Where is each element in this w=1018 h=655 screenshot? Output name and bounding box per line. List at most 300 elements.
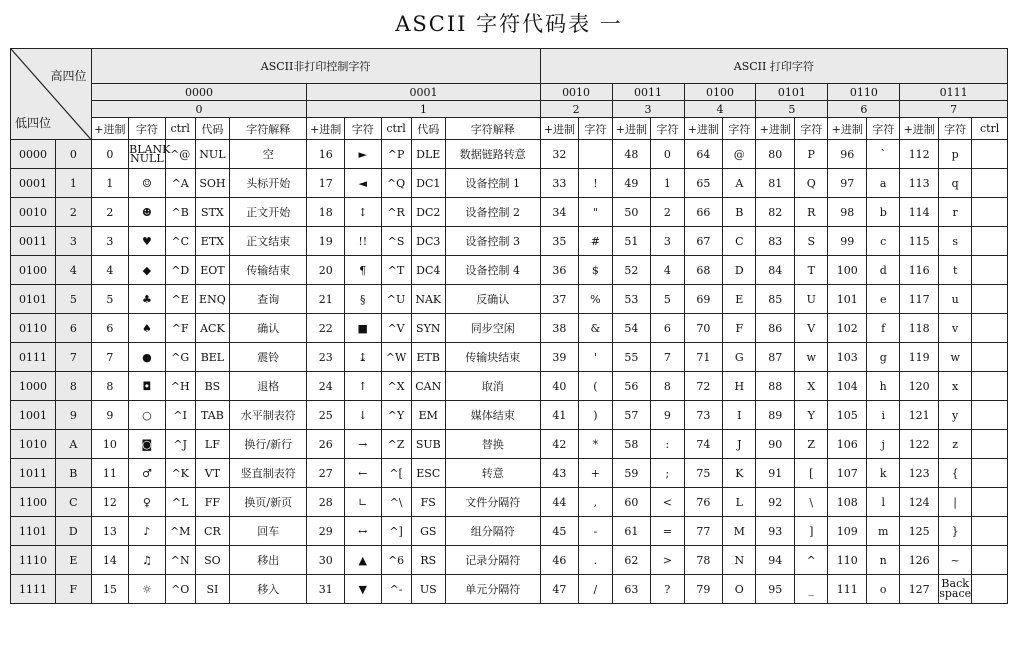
ctrl-cell: ^E: [165, 285, 195, 314]
description-cell: 换页/新页: [230, 488, 307, 517]
decimal-cell: 72: [684, 372, 723, 401]
decimal-cell: 71: [684, 343, 723, 372]
character-cell: c: [867, 227, 900, 256]
decimal-cell: 55: [612, 343, 651, 372]
description-cell: 设备控制 2: [445, 198, 540, 227]
description-cell: 设备控制 3: [445, 227, 540, 256]
character-cell: 3: [651, 227, 684, 256]
low-bits-hex: B: [56, 459, 91, 488]
ctrl-cell: [972, 169, 1008, 198]
code-cell: NUL: [195, 140, 229, 169]
high-bits-hex: 2: [540, 101, 612, 118]
low-bits-binary: 0011: [11, 227, 56, 256]
description-cell: 媒体结束: [445, 401, 540, 430]
description-cell: 正文开始: [230, 198, 307, 227]
symbol-cell: ♣: [129, 285, 166, 314]
code-cell: TAB: [195, 401, 229, 430]
description-cell: 退格: [230, 372, 307, 401]
character-cell: C: [723, 227, 756, 256]
ctrl-cell: ^H: [165, 372, 195, 401]
decimal-cell: 69: [684, 285, 723, 314]
decimal-cell: 117: [900, 285, 939, 314]
decimal-cell: 70: [684, 314, 723, 343]
high-bits-hex: 6: [828, 101, 900, 118]
low-bits-hex: D: [56, 517, 91, 546]
decimal-cell: 37: [540, 285, 579, 314]
character-cell: >: [651, 546, 684, 575]
decimal-cell: 73: [684, 401, 723, 430]
decimal-cell: 80: [756, 140, 795, 169]
description-cell: 换行/新行: [230, 430, 307, 459]
character-cell: v: [939, 314, 972, 343]
ctrl-cell: ^X: [381, 372, 411, 401]
low-bits-hex: 9: [56, 401, 91, 430]
decimal-cell: 99: [828, 227, 867, 256]
character-cell: ,: [579, 488, 612, 517]
decimal-cell: 21: [307, 285, 345, 314]
high-bits-binary: 0011: [612, 84, 684, 101]
decimal-cell: 33: [540, 169, 579, 198]
symbol-cell: ◘: [129, 372, 166, 401]
low-bits-binary: 0010: [11, 198, 56, 227]
table-row: [11, 314, 1008, 343]
ctrl-cell: ^P: [381, 140, 411, 169]
ctrl-cell: [972, 198, 1008, 227]
code-cell: LF: [195, 430, 229, 459]
low-bits-hex: 1: [56, 169, 91, 198]
decimal-cell: 51: [612, 227, 651, 256]
decimal-cell: 64: [684, 140, 723, 169]
character-cell: f: [867, 314, 900, 343]
decimal-cell: 118: [900, 314, 939, 343]
character-cell: A: [723, 169, 756, 198]
decimal-cell: 46: [540, 546, 579, 575]
ascii-table: [10, 48, 1008, 604]
table-row: [11, 488, 1008, 517]
decimal-cell: 23: [307, 343, 345, 372]
low-bits-hex: 4: [56, 256, 91, 285]
decimal-cell: 87: [756, 343, 795, 372]
low-bits-binary: 1010: [11, 430, 56, 459]
decimal-cell: 26: [307, 430, 345, 459]
decimal-cell: 127: [900, 575, 939, 604]
decimal-cell: 14: [91, 546, 129, 575]
character-cell: w: [939, 343, 972, 372]
description-cell: 转意: [445, 459, 540, 488]
code-cell: ESC: [411, 459, 445, 488]
high-bits-hex: 5: [756, 101, 828, 118]
description-cell: 震铃: [230, 343, 307, 372]
decimal-cell: 8: [91, 372, 129, 401]
character-cell: a: [867, 169, 900, 198]
character-cell: w: [795, 343, 828, 372]
description-cell: 数据链路转意: [445, 140, 540, 169]
decimal-cell: 45: [540, 517, 579, 546]
low-bits-binary: 0110: [11, 314, 56, 343]
decimal-cell: 25: [307, 401, 345, 430]
low-bits-binary: 1111: [11, 575, 56, 604]
character-cell: d: [867, 256, 900, 285]
description-cell: 单元分隔符: [445, 575, 540, 604]
character-cell: z: [939, 430, 972, 459]
high-bits-hex: 4: [684, 101, 756, 118]
symbol-cell: ▲: [345, 546, 382, 575]
character-cell: ;: [651, 459, 684, 488]
description-cell: 组分隔符: [445, 517, 540, 546]
character-cell: m: [867, 517, 900, 546]
decimal-cell: 50: [612, 198, 651, 227]
symbol-cell: ∟: [345, 488, 382, 517]
decimal-cell: 36: [540, 256, 579, 285]
character-cell: %: [579, 285, 612, 314]
code-cell: RS: [411, 546, 445, 575]
decimal-cell: 96: [828, 140, 867, 169]
ctrl-cell: ^Y: [381, 401, 411, 430]
high-bits-hex: 1: [307, 101, 540, 118]
low-bits-binary: 0111: [11, 343, 56, 372]
low-bits-hex: C: [56, 488, 91, 517]
subheader-dec: +进制: [307, 118, 345, 140]
character-cell: 6: [651, 314, 684, 343]
table-row: [11, 401, 1008, 430]
ctrl-cell: [972, 256, 1008, 285]
character-cell: q: [939, 169, 972, 198]
character-cell: B: [723, 198, 756, 227]
description-cell: 记录分隔符: [445, 546, 540, 575]
symbol-cell: ●: [129, 343, 166, 372]
decimal-cell: 9: [91, 401, 129, 430]
decimal-cell: 125: [900, 517, 939, 546]
decimal-cell: 44: [540, 488, 579, 517]
ctrl-cell: [972, 285, 1008, 314]
code-cell: SUB: [411, 430, 445, 459]
decimal-cell: 91: [756, 459, 795, 488]
low-bits-binary: 1001: [11, 401, 56, 430]
symbol-cell: ♠: [129, 314, 166, 343]
character-cell: n: [867, 546, 900, 575]
character-cell: D: [723, 256, 756, 285]
code-cell: ENQ: [195, 285, 229, 314]
symbol-cell: ▼: [345, 575, 382, 604]
character-cell: F: [723, 314, 756, 343]
table-row: [11, 169, 1008, 198]
character-cell: 5: [651, 285, 684, 314]
decimal-cell: 18: [307, 198, 345, 227]
character-cell: s: [939, 227, 972, 256]
decimal-cell: 90: [756, 430, 795, 459]
character-cell: L: [723, 488, 756, 517]
description-cell: 头标开始: [230, 169, 307, 198]
ctrl-cell: ^A: [165, 169, 195, 198]
symbol-cell: ↨: [345, 343, 382, 372]
character-cell: i: [867, 401, 900, 430]
character-cell: ?: [651, 575, 684, 604]
character-cell: #: [579, 227, 612, 256]
decimal-cell: 6: [91, 314, 129, 343]
decimal-cell: 63: [612, 575, 651, 604]
table-row: [11, 285, 1008, 314]
decimal-cell: 2: [91, 198, 129, 227]
low-bits-hex: 8: [56, 372, 91, 401]
character-cell: j: [867, 430, 900, 459]
character-cell: 7: [651, 343, 684, 372]
character-cell: R: [795, 198, 828, 227]
ctrl-cell: ^K: [165, 459, 195, 488]
ctrl-cell: ^I: [165, 401, 195, 430]
low-bits-binary: 1011: [11, 459, 56, 488]
code-cell: STX: [195, 198, 229, 227]
decimal-cell: 79: [684, 575, 723, 604]
character-cell: H: [723, 372, 756, 401]
decimal-cell: 98: [828, 198, 867, 227]
decimal-cell: 17: [307, 169, 345, 198]
ctrl-cell: ^F: [165, 314, 195, 343]
decimal-cell: 84: [756, 256, 795, 285]
decimal-cell: 105: [828, 401, 867, 430]
character-cell: b: [867, 198, 900, 227]
low-bits-binary: 0100: [11, 256, 56, 285]
decimal-cell: 67: [684, 227, 723, 256]
character-cell: &: [579, 314, 612, 343]
character-cell: |: [939, 488, 972, 517]
character-cell: 2: [651, 198, 684, 227]
character-cell: ~: [939, 546, 972, 575]
decimal-cell: 82: [756, 198, 795, 227]
ctrl-cell: ^L: [165, 488, 195, 517]
decimal-cell: 30: [307, 546, 345, 575]
decimal-cell: 11: [91, 459, 129, 488]
character-cell: y: [939, 401, 972, 430]
subheader-code: 代码: [195, 118, 229, 140]
character-cell: <: [651, 488, 684, 517]
character-cell: 1: [651, 169, 684, 198]
decimal-cell: 77: [684, 517, 723, 546]
high-bits-binary: 0111: [900, 84, 1008, 101]
character-cell: p: [939, 140, 972, 169]
decimal-cell: 97: [828, 169, 867, 198]
description-cell: 同步空闲: [445, 314, 540, 343]
code-cell: US: [411, 575, 445, 604]
low-bits-binary: 1100: [11, 488, 56, 517]
decimal-cell: 53: [612, 285, 651, 314]
symbol-cell: !!: [345, 227, 382, 256]
ctrl-cell: ^T: [381, 256, 411, 285]
ctrl-cell: ^V: [381, 314, 411, 343]
decimal-cell: 29: [307, 517, 345, 546]
low-bits-binary: 0101: [11, 285, 56, 314]
character-cell: /: [579, 575, 612, 604]
ctrl-cell: [972, 401, 1008, 430]
high-bits-label: 高四位: [50, 69, 87, 83]
subheader-ctrl: ctrl: [381, 118, 411, 140]
decimal-cell: 61: [612, 517, 651, 546]
character-cell: $: [579, 256, 612, 285]
code-cell: FS: [411, 488, 445, 517]
symbol-cell: ↑: [345, 372, 382, 401]
code-cell: DC4: [411, 256, 445, 285]
decimal-cell: 27: [307, 459, 345, 488]
symbol-cell: ☺: [129, 169, 166, 198]
decimal-cell: 20: [307, 256, 345, 285]
decimal-cell: 110: [828, 546, 867, 575]
decimal-cell: 66: [684, 198, 723, 227]
subheader-ctrl: ctrl: [972, 118, 1008, 140]
character-cell: I: [723, 401, 756, 430]
high-bits-binary: 0000: [91, 84, 307, 101]
subheader-char: 字符: [867, 118, 900, 140]
character-cell: -: [579, 517, 612, 546]
decimal-cell: 49: [612, 169, 651, 198]
decimal-cell: 93: [756, 517, 795, 546]
ctrl-cell: ^Q: [381, 169, 411, 198]
high-bits-hex: 3: [612, 101, 684, 118]
ctrl-cell: ^@: [165, 140, 195, 169]
decimal-cell: 12: [91, 488, 129, 517]
decimal-cell: 100: [828, 256, 867, 285]
decimal-cell: 31: [307, 575, 345, 604]
character-cell: \: [795, 488, 828, 517]
description-cell: 传输结束: [230, 256, 307, 285]
ctrl-cell: ^B: [165, 198, 195, 227]
table-row: [11, 227, 1008, 256]
decimal-cell: 126: [900, 546, 939, 575]
subheader-code: 代码: [411, 118, 445, 140]
high-bits-binary: 0101: [756, 84, 828, 101]
symbol-cell: ↕: [345, 198, 382, 227]
ctrl-cell: [972, 488, 1008, 517]
low-bits-binary: 0001: [11, 169, 56, 198]
decimal-cell: 78: [684, 546, 723, 575]
decimal-cell: 40: [540, 372, 579, 401]
table-row: [11, 430, 1008, 459]
decimal-cell: 112: [900, 140, 939, 169]
symbol-cell: §: [345, 285, 382, 314]
high-bits-hex: 7: [900, 101, 1008, 118]
table-row: [11, 372, 1008, 401]
description-cell: 设备控制 4: [445, 256, 540, 285]
decimal-cell: 54: [612, 314, 651, 343]
decimal-cell: 1: [91, 169, 129, 198]
decimal-cell: 34: [540, 198, 579, 227]
ctrl-cell: ^C: [165, 227, 195, 256]
character-cell: (: [579, 372, 612, 401]
decimal-cell: 92: [756, 488, 795, 517]
subheader-char: 字符: [579, 118, 612, 140]
character-cell: k: [867, 459, 900, 488]
code-cell: DC3: [411, 227, 445, 256]
character-cell: l: [867, 488, 900, 517]
symbol-cell: ¶: [345, 256, 382, 285]
decimal-cell: 28: [307, 488, 345, 517]
code-cell: ETB: [411, 343, 445, 372]
character-cell: [: [795, 459, 828, 488]
subheader-dec: +进制: [540, 118, 579, 140]
description-cell: 空: [230, 140, 307, 169]
print-group-header: ASCII 打印字符: [540, 49, 1007, 84]
ctrl-cell: ^Z: [381, 430, 411, 459]
character-cell: X: [795, 372, 828, 401]
subheader-char: 字符: [723, 118, 756, 140]
decimal-cell: 19: [307, 227, 345, 256]
ctrl-cell: [972, 575, 1008, 604]
symbol-cell: ○: [129, 401, 166, 430]
low-bits-hex: A: [56, 430, 91, 459]
low-bits-hex: 2: [56, 198, 91, 227]
low-bits-binary: 1000: [11, 372, 56, 401]
character-cell: !: [579, 169, 612, 198]
code-cell: NAK: [411, 285, 445, 314]
ctrl-cell: ^W: [381, 343, 411, 372]
ctrl-cell: ^N: [165, 546, 195, 575]
decimal-cell: 81: [756, 169, 795, 198]
decimal-cell: 123: [900, 459, 939, 488]
symbol-cell: ♪: [129, 517, 166, 546]
table-row: [11, 140, 1008, 169]
decimal-cell: 68: [684, 256, 723, 285]
description-cell: 移出: [230, 546, 307, 575]
decimal-cell: 62: [612, 546, 651, 575]
character-cell: K: [723, 459, 756, 488]
decimal-cell: 74: [684, 430, 723, 459]
character-cell: r: [939, 198, 972, 227]
decimal-cell: 56: [612, 372, 651, 401]
code-cell: ACK: [195, 314, 229, 343]
decimal-cell: 42: [540, 430, 579, 459]
symbol-cell: ←: [345, 459, 382, 488]
low-bits-binary: 0000: [11, 140, 56, 169]
low-bits-hex: 3: [56, 227, 91, 256]
ctrl-cell: [972, 314, 1008, 343]
symbol-cell: BLANK NULL: [129, 140, 166, 169]
code-cell: SO: [195, 546, 229, 575]
subheader-char: 字符: [651, 118, 684, 140]
ctrl-cell: ^6: [381, 546, 411, 575]
ctrl-cell: ^S: [381, 227, 411, 256]
code-cell: EM: [411, 401, 445, 430]
subheader-ctrl: ctrl: [165, 118, 195, 140]
decimal-cell: 116: [900, 256, 939, 285]
decimal-cell: 89: [756, 401, 795, 430]
decimal-cell: 24: [307, 372, 345, 401]
decimal-cell: 47: [540, 575, 579, 604]
code-cell: DLE: [411, 140, 445, 169]
decimal-cell: 4: [91, 256, 129, 285]
decimal-cell: 60: [612, 488, 651, 517]
character-cell: ": [579, 198, 612, 227]
ctrl-cell: [972, 546, 1008, 575]
description-cell: 反确认: [445, 285, 540, 314]
ctrl-cell: ^[: [381, 459, 411, 488]
table-row: [11, 343, 1008, 372]
symbol-cell: ♥: [129, 227, 166, 256]
ctrl-cell: ^]: [381, 517, 411, 546]
ctrl-cell: ^M: [165, 517, 195, 546]
character-cell: T: [795, 256, 828, 285]
subheader-dec: +进制: [756, 118, 795, 140]
subheader-desc: 字符解释: [230, 118, 307, 140]
description-cell: 替换: [445, 430, 540, 459]
character-cell: h: [867, 372, 900, 401]
symbol-cell: ■: [345, 314, 382, 343]
character-cell: =: [651, 517, 684, 546]
decimal-cell: 88: [756, 372, 795, 401]
ctrl-cell: ^J: [165, 430, 195, 459]
decimal-cell: 111: [828, 575, 867, 604]
ctrl-cell: ^G: [165, 343, 195, 372]
decimal-cell: 119: [900, 343, 939, 372]
ctrl-cell: ^U: [381, 285, 411, 314]
character-cell: ): [579, 401, 612, 430]
